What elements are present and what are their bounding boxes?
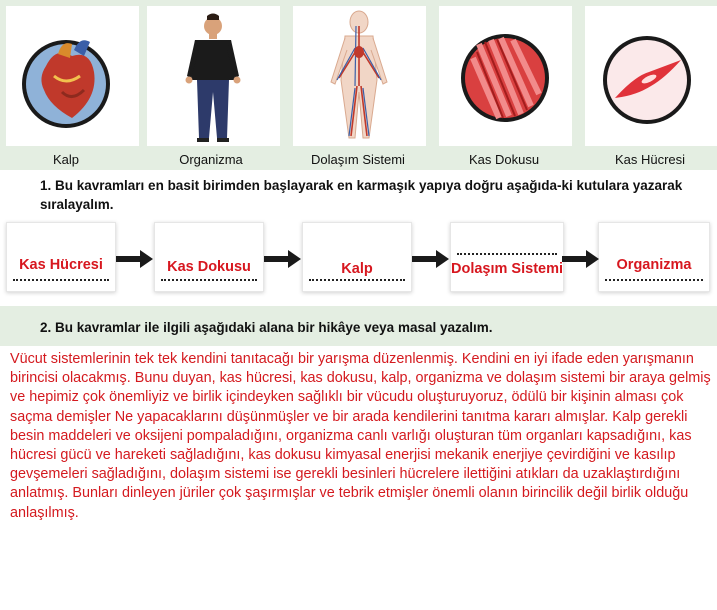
caption-kalp: Kalp <box>52 152 80 167</box>
arrow-right-icon <box>264 248 302 270</box>
answer-4: Dolaşım Sistemi <box>451 261 564 277</box>
muscle-tissue-image-card <box>439 6 572 146</box>
person-image-card <box>147 6 280 146</box>
muscle-tissue-icon <box>439 6 572 146</box>
answer-1: Kas Hücresi <box>19 257 103 273</box>
answer-box-5[interactable] <box>598 222 710 292</box>
story-text[interactable]: Vücut sistemlerinin tek tek kendini tanıtacağı bir yarışma düzenlenmiş. Kendini en iyi ifade eden yarışmanın birincisi olacakmış. Bunu duyan, kas hücresi, kas dokusu, kalp, organizma ve dolaşım sistemi bir araya gelmiş ve hepimiz çok önemliyiz ve birlik içindeyken sağlıklı bir vücudu oluşturuyoruz, ödülü bir kişinin alması çok saçma demişler Ne yapacaklarını düşünmüşler ve bir arada kendilerini tanıtma kararı almışlar. Kalp gerekli besin maddeleri ve oksijeni pompaladığını, organizma canlı varlığı oluşturan tüm organları kapsadığını, kas hücresi gücü ve hareketi sağladığını, kas dokusu kimyasal enerjisi mekanik enerjiye çevirdiğini ve kasılıp gevşemeleri sağladığını, dolaşım sistemi ise gerekli besinleri hücrelere ilettiğini atıkları da uzaklaştırdığını anlatmış. Bunları dinleyen jüriler çok şaşırmışlar ve tebrik etmişler önemli olanın birincilik değil birlik olduğu anlaşılmış. <box>10 351 711 521</box>
person-icon <box>147 6 280 146</box>
answer-line-4 <box>457 253 557 255</box>
answer-line-3 <box>309 279 405 281</box>
answer-5: Organizma <box>616 257 692 273</box>
answer-2: Kas Dokusu <box>167 259 251 275</box>
circulatory-system-icon <box>293 6 426 146</box>
answer-box-2[interactable] <box>154 222 264 292</box>
answer-box-4[interactable] <box>450 222 564 292</box>
caption-organizma: Organizma <box>179 152 243 167</box>
question-2: 2. Bu kavramlar ile ilgili aşağıdaki alana bir hikâye veya masal yazalım. <box>40 320 493 335</box>
heart-icon <box>6 6 139 146</box>
arrow-right-icon <box>412 248 450 270</box>
arrow-right-icon <box>562 248 600 270</box>
muscle-cell-icon <box>585 6 717 146</box>
circulatory-image-card <box>293 6 426 146</box>
muscle-cell-image-card <box>585 6 717 146</box>
answer-line-5 <box>605 279 703 281</box>
answer-box-1[interactable] <box>6 222 116 292</box>
arrow-right-icon <box>116 248 154 270</box>
answer-line-2 <box>161 279 257 281</box>
answer-line-1 <box>13 279 109 281</box>
answer-3: Kalp <box>341 261 373 277</box>
answer-box-3[interactable] <box>302 222 412 292</box>
caption-dolasim-sistemi: Dolaşım Sistemi <box>311 152 405 167</box>
caption-kas-dokusu: Kas Dokusu <box>468 152 540 167</box>
question-1: 1. Bu kavramları en basit birimden başlayarak en karmaşık yapıya doğru aşağıda-ki kutulara yazarak sıralayalım. <box>40 178 683 212</box>
caption-kas-hucresi: Kas Hücresi <box>614 152 686 167</box>
heart-image-card <box>6 6 139 146</box>
